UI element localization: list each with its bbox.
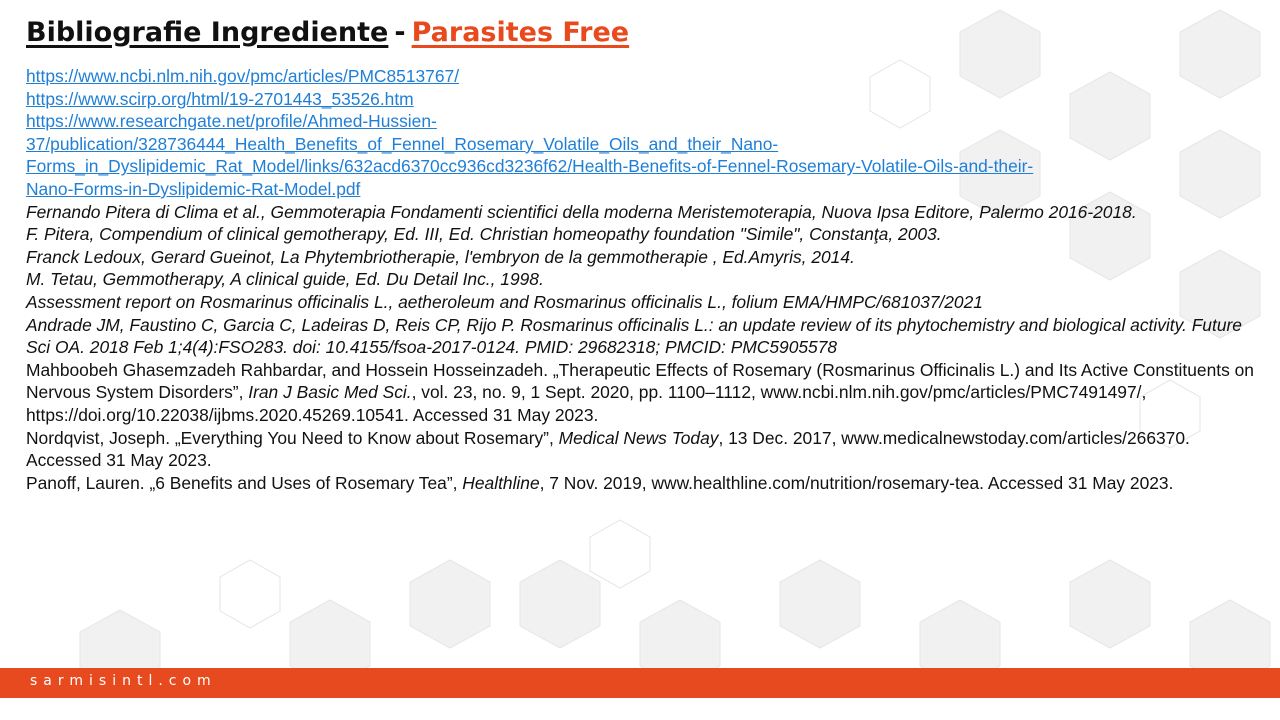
reference-text: Panoff, Lauren. „6 Benefits and Uses of Rosemary Tea”, <box>26 472 463 493</box>
title-main: Bibliografie Ingrediente <box>26 17 389 48</box>
reference-text: Mahboobeh Ghasemzadeh Rahbardar, and Hossein Hosseinzadeh. „Therapeutic Effects of Rosemary (Rosmarinus Officinalis L.) and Its Active Constituents on Nervous System Disorders”, <box>26 359 1254 403</box>
title-separator: - <box>394 17 406 48</box>
footer-bar <box>0 668 1280 698</box>
reference-item <box>26 427 1262 472</box>
bibliography-list <box>26 65 1262 494</box>
reference-item: F. Pitera, Compendium of clinical gemotherapy, Ed. III, Ed. Christian homeopathy foundation "Simile", Constanţa, 2003. <box>26 224 942 245</box>
reference-journal: Medical News Today <box>558 427 719 448</box>
reference-journal: Iran J Basic Med Sci. <box>248 382 412 403</box>
reference-link-ncbi[interactable]: https://www.ncbi.nlm.nih.gov/pmc/articles/PMC8513767/ <box>26 66 460 86</box>
title-accent-link[interactable]: Parasites Free <box>411 17 630 48</box>
reference-link-researchgate-line4[interactable]: Nano-Forms-in-Dyslipidemic-Rat-Model.pdf <box>26 178 361 199</box>
reference-text: , 7 Nov. 2019, www.healthline.com/nutrition/rosemary-tea. Accessed 31 May 2023. <box>539 472 1174 493</box>
reference-item <box>26 472 1262 495</box>
reference-link-scirp[interactable]: https://www.scirp.org/html/19-2701443_53526.htm <box>26 88 414 109</box>
reference-item <box>26 359 1262 427</box>
reference-item: Fernando Pitera di Clima et al., Gemmoterapia Fondamenti scientifici della moderna Meristemoterapia, Nuova Ipsa Editore, Palermo 2016-2018. <box>26 201 1137 222</box>
reference-text: , vol. 23, no. 9, 1 Sept. 2020, pp. 1100–1112, www.ncbi.nlm.nih.gov/pmc/articles/PMC7491497/, https://doi.org/10.22038/ijbms.2020.45269.10541. Accessed 31 May 2023. <box>26 382 1147 425</box>
page-title <box>26 14 629 52</box>
reference-link-researchgate-line3[interactable]: Forms_in_Dyslipidemic_Rat_Model/links/632acd6370cc936cd3236f62/Health-Benefits-of-Fennel-Rosemary-Volatile-Oils-and-their- <box>26 156 1034 177</box>
reference-journal: Healthline <box>462 472 540 493</box>
reference-item: Assessment report on Rosmarinus officinalis L., aetheroleum and Rosmarinus officinalis L., folium EMA/HMPC/681037/2021 <box>26 291 983 312</box>
reference-text: Nordqvist, Joseph. „Everything You Need to Know about Rosemary”, <box>26 427 559 448</box>
reference-link-researchgate-line2[interactable]: 37/publication/328736444_Health_Benefits_of_Fennel_Rosemary_Volatile_Oils_and_their_Nano- <box>26 133 779 154</box>
footer-website: sarmisintl.com <box>30 673 217 689</box>
reference-item: Andrade JM, Faustino C, Garcia C, Ladeiras D, Reis CP, Rijo P. Rosmarinus officinalis L.: an update review of its phytochemistry and biological activity. Future Sci OA. 2018 Feb 1;4(4):FSO283. doi: 10.4155/fsoa-2017-0124. PMID: 29682318; PMCID: PMC5905578 <box>26 314 1242 358</box>
reference-item: Franck Ledoux, Gerard Gueinot, La Phytembriotherapie, l'embryon de la gemmotherapie , Ed.Amyris, 2014. <box>26 246 855 267</box>
reference-item: M. Tetau, Gemmotherapy, A clinical guide, Ed. Du Detail Inc., 1998. <box>26 269 544 290</box>
reference-text: , 13 Dec. 2017, www.medicalnewstoday.com/articles/266370. Accessed 31 May 2023. <box>26 427 1190 471</box>
reference-link-researchgate-line1[interactable]: https://www.researchgate.net/profile/Ahmed-Hussien- <box>26 111 437 132</box>
